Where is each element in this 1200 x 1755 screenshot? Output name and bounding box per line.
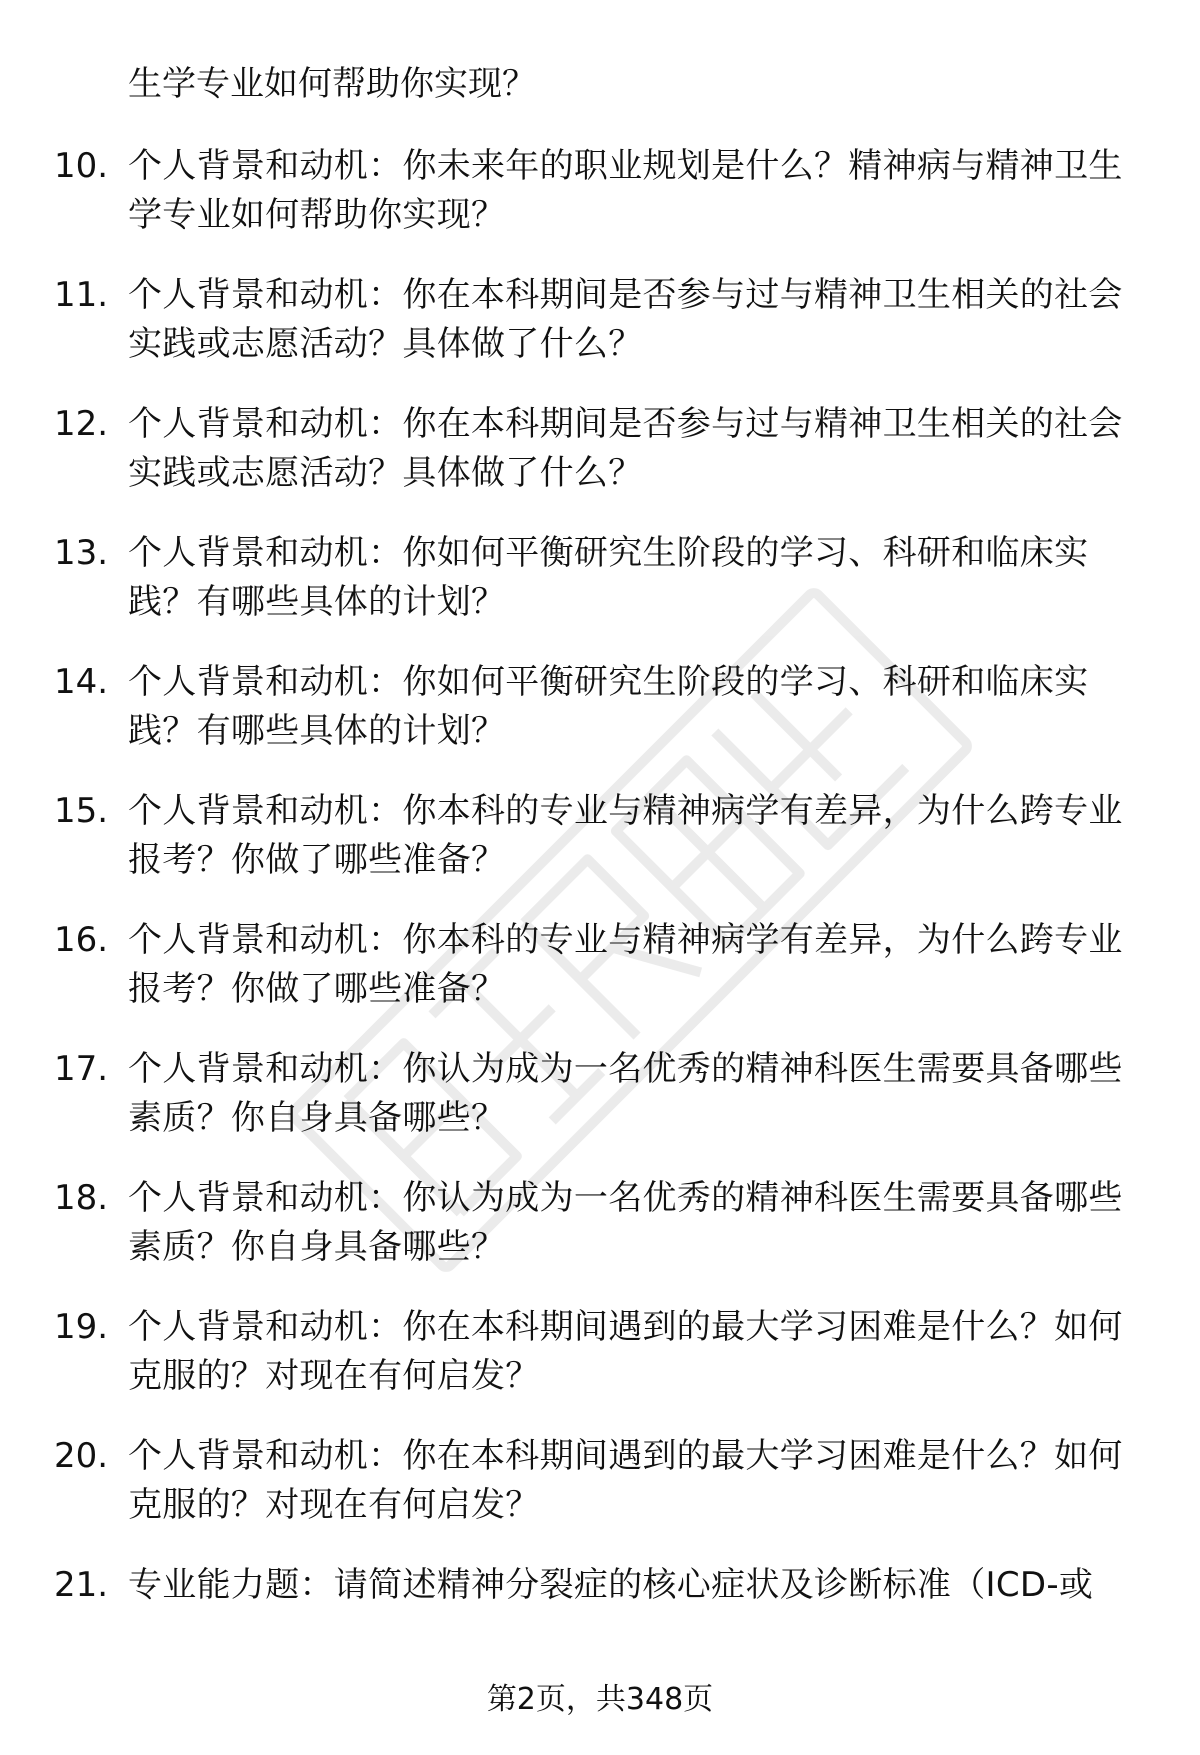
item-number: 4. 13. <box>54 533 109 573</box>
list-item <box>0 1561 1200 1690</box>
list-item <box>0 142 1200 271</box>
item-number: 10. 19. <box>54 1307 109 1347</box>
list-item <box>0 1303 1200 1432</box>
item-text: 个人背景和动机：你认为成为一名优秀的精神科医生需要具备哪些素质？你自身具备哪些？ <box>128 1049 1123 1138</box>
item-number: 12. 21. <box>54 1565 109 1605</box>
page-number-footer: 第2页，共348页 <box>486 1682 714 1717</box>
item-text: 个人背景和动机：你本科的专业与精神病学有差异，为什么跨专业报考？你做了哪些准备？ <box>128 920 1123 1009</box>
list-item <box>0 1432 1200 1561</box>
item-text: 个人背景和动机：你在本科期间遇到的最大学习困难是什么？如何克服的？对现在有何启发？ <box>128 1307 1123 1396</box>
item-text: 个人背景和动机：你如何平衡研究生阶段的学习、科研和临床实践？有哪些具体的计划？ <box>128 662 1089 751</box>
item-text: 个人背景和动机：你在本科期间遇到的最大学习困难是什么？如何克服的？对现在有何启发？ <box>128 1436 1123 1525</box>
item-text: 专业能力题：请简述精神分裂症的核心症状及诊断标准（ICD-或 <box>128 1565 1094 1605</box>
list-item <box>0 916 1200 1045</box>
item-number: 7. 16. <box>54 920 109 960</box>
list-item <box>0 787 1200 916</box>
continued-question-text: 生学专业如何帮助你实现？ <box>128 64 536 104</box>
item-number: 9. 18. <box>54 1178 109 1218</box>
item-text: 个人背景和动机：你如何平衡研究生阶段的学习、科研和临床实践？有哪些具体的计划？ <box>128 533 1089 622</box>
question-list <box>0 142 1200 1690</box>
item-number: 8. 17. <box>54 1049 109 1089</box>
list-item <box>0 1174 1200 1303</box>
item-number: 3. 12. <box>54 404 109 444</box>
item-number: 2. 11. <box>54 275 109 315</box>
item-number: 1. 10. <box>54 146 109 186</box>
list-item <box>0 400 1200 529</box>
list-item <box>0 529 1200 658</box>
list-item <box>0 1045 1200 1174</box>
item-number: 6. 15. <box>54 791 109 831</box>
item-number: 11. 20. <box>54 1436 109 1476</box>
item-text: 个人背景和动机：你在本科期间是否参与过与精神卫生相关的社会实践或志愿活动？具体做了什么？ <box>128 404 1123 493</box>
item-text: 个人背景和动机：你认为成为一名优秀的精神科医生需要具备哪些素质？你自身具备哪些？ <box>128 1178 1123 1267</box>
list-item <box>0 271 1200 400</box>
item-text: 个人背景和动机：你本科的专业与精神病学有差异，为什么跨专业报考？你做了哪些准备？ <box>128 791 1123 880</box>
item-text: 个人背景和动机：你未来年的职业规划是什么？精神病与精神卫生学专业如何帮助你实现？ <box>128 146 1123 235</box>
item-number: 5. 14. <box>54 662 109 702</box>
item-text: 个人背景和动机：你在本科期间是否参与过与精神卫生相关的社会实践或志愿活动？具体做了什么？ <box>128 275 1123 364</box>
list-item <box>0 658 1200 787</box>
